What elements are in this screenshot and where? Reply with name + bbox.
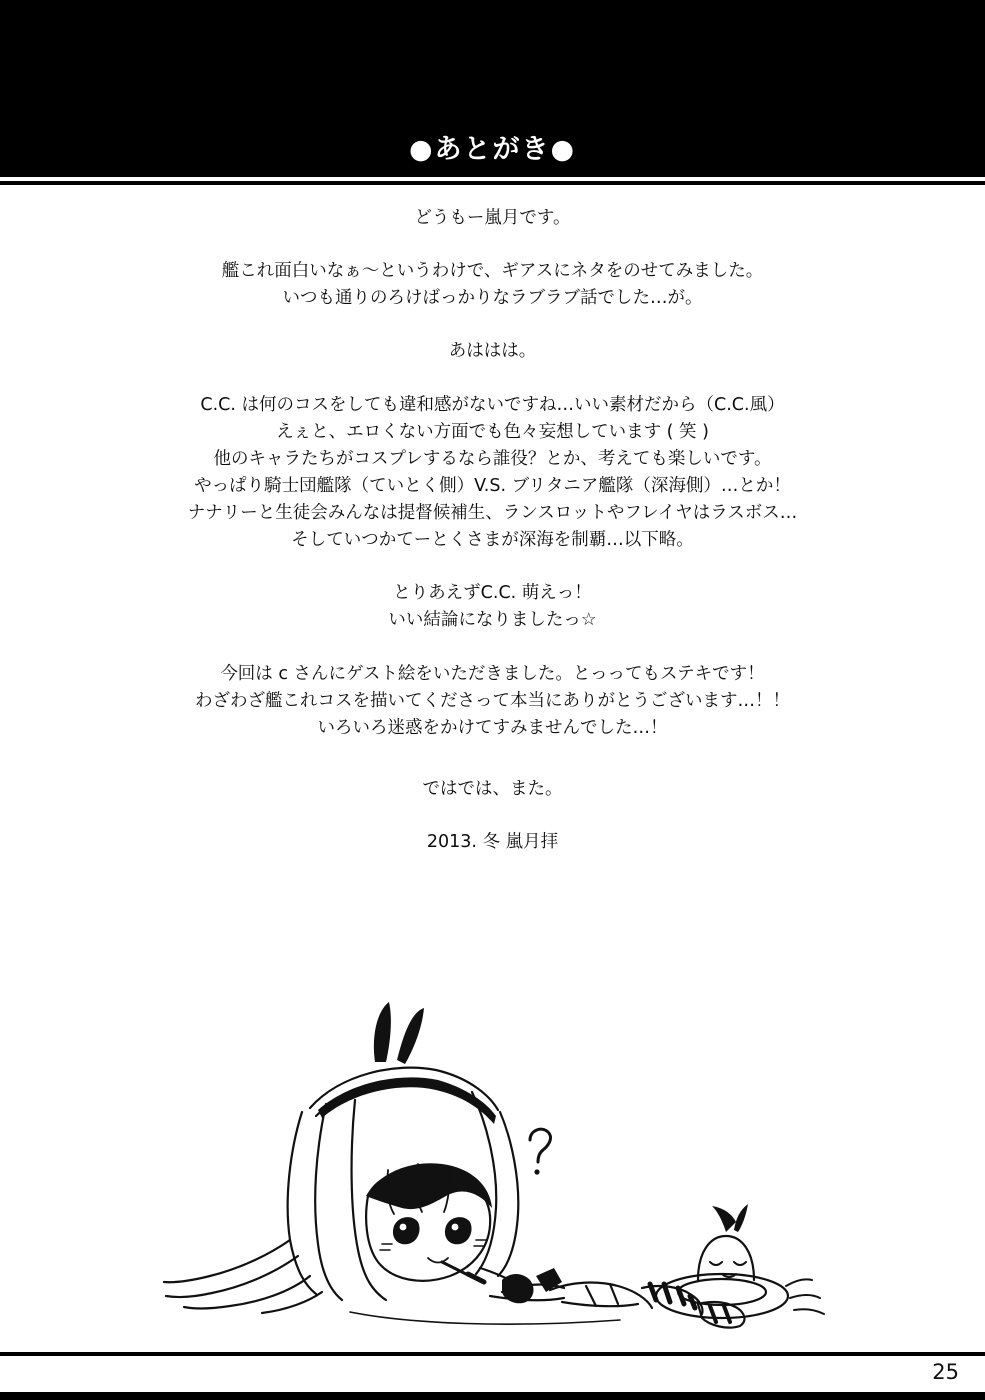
paragraph-moe — [0, 580, 985, 634]
paragraph-thanks — [0, 661, 985, 742]
paragraph-laugh — [0, 338, 985, 365]
title-underline-rule — [0, 181, 985, 185]
text-line: ではでは、また。 — [422, 778, 563, 799]
spacer — [0, 768, 985, 776]
afterword-title-band — [0, 115, 985, 177]
text-line: いろいろ迷惑をかけてすみませんでした…！ — [317, 717, 668, 738]
text-line: いつも通りのろけばっかりなラブラブ話でした…が。 — [282, 288, 703, 309]
text-line: えぇと、エロくない方面でも色々妄想しています ( 笑 ) — [276, 421, 709, 442]
text-line: 艦これ面白いなぁ〜というわけで、ギアスにネタをのせてみました。 — [221, 261, 764, 282]
bottom-rule — [0, 1352, 985, 1356]
signature — [0, 829, 985, 856]
text-line: ナナリーと生徒会みんなは提督候補生、ランスロットやフレイヤはラスボス… — [187, 503, 798, 523]
afterword-body — [0, 205, 985, 882]
paragraph-farewell — [0, 776, 985, 803]
text-line: 2013. 冬 嵐月拝 — [426, 832, 559, 852]
text-line: わざわざ艦これコスを描いてくださって本当にありがとうございます…！！ — [195, 690, 790, 711]
text-line: 今回は c さんにゲスト絵をいただきました。とっってもステキです！ — [220, 663, 765, 684]
chibi-illustration — [150, 1000, 850, 1330]
text-line: そしていつかてーとくさまが深海を制覇…以下略。 — [291, 530, 694, 551]
bottom-black-band — [0, 1392, 985, 1400]
paragraph-cc-talk — [0, 392, 985, 555]
text-line: あははは。 — [448, 341, 537, 362]
text-line: どうもー嵐月です。 — [414, 208, 571, 228]
text-line: 他のキャラたちがコスプレするなら誰役？とか、考えても楽しいです。 — [213, 448, 772, 469]
paragraph-greeting — [0, 205, 985, 232]
text-line: いい結論になりましたっ☆ — [388, 610, 597, 631]
paragraph-intro — [0, 258, 985, 312]
page-number: 25 — [932, 1360, 959, 1384]
text-line: とりあえずC.C. 萌えっ！ — [393, 583, 592, 604]
text-line: C.C. は何のコスをしても違和感がないですね…いい素材だから（C.C.風） — [200, 394, 785, 415]
page-title: ●あとがき● — [408, 133, 577, 165]
text-line: やっぱり騎士団艦隊（ていとく側）V.S. ブリタニア艦隊（深海側）…とか！ — [194, 475, 791, 496]
top-black-band — [0, 0, 985, 115]
